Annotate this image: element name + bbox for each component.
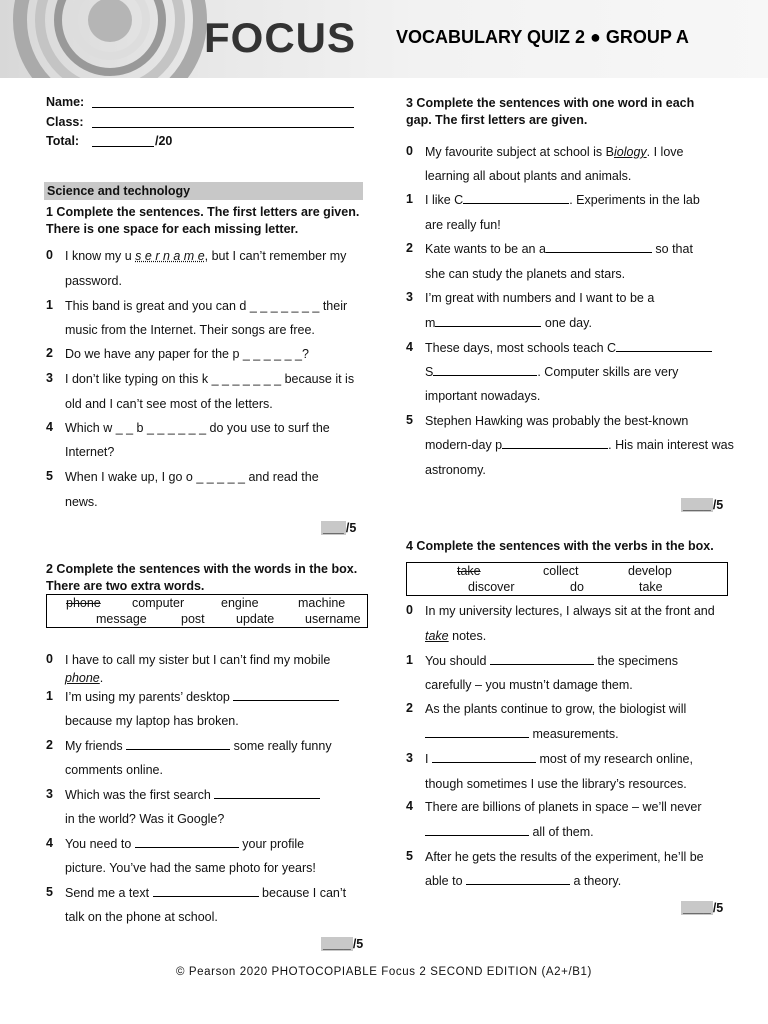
ex1-item-1-cont: music from the Internet. Their songs are free. xyxy=(65,323,315,337)
box-word: develop xyxy=(628,564,672,578)
item-text: Which was the first search xyxy=(65,788,211,802)
ex3-item-5-cont-2: astronomy. xyxy=(425,463,486,477)
ex3-item-3: I’m great with numbers and I want to be a xyxy=(425,291,655,305)
ex4-instruction: 4 Complete the sentences with the verbs in the box. xyxy=(406,539,714,553)
item-text: I xyxy=(425,752,429,766)
section-label: Science and technology xyxy=(47,184,191,198)
score-suffix: /5 xyxy=(712,901,724,915)
page-footer: © Pearson 2020 PHOTOCOPIABLE Focus 2 SECOND EDITION (A2+/B1) xyxy=(176,966,592,978)
item-text: . Computer skills are very xyxy=(537,365,679,379)
ex3-item-1-cont: are really fun! xyxy=(425,218,501,232)
box-word: phone xyxy=(66,596,101,610)
ex3-item-number: 2 xyxy=(406,241,413,255)
ex2-item-number: 1 xyxy=(46,689,53,703)
answer-blank[interactable] xyxy=(490,653,594,665)
item-text: Kate wants to be an a xyxy=(425,242,546,256)
ex2-item-2-cont: comments online. xyxy=(65,763,163,777)
ex4-item-0-cont xyxy=(425,628,486,644)
box-word: collect xyxy=(543,564,579,578)
ex2-item-number: 2 xyxy=(46,738,53,752)
class-field[interactable] xyxy=(92,116,354,128)
answer-blank[interactable] xyxy=(435,315,541,327)
item-text: I like C xyxy=(425,193,464,207)
answer-blank[interactable] xyxy=(425,824,529,836)
brand-logo: FOCUS xyxy=(204,14,356,61)
item-text: You should xyxy=(425,654,487,668)
ex1-item-number: 3 xyxy=(46,371,53,385)
ex4-item-2-cont[interactable] xyxy=(425,726,619,742)
ex2-item-4[interactable] xyxy=(65,836,304,852)
answer-blank[interactable] xyxy=(616,340,712,352)
ex1-item-4[interactable]: Which w _ _ b _ _ _ _ _ _ do you use to surf the xyxy=(65,421,330,435)
box-word: do xyxy=(570,580,584,594)
answer-blank[interactable] xyxy=(214,787,320,799)
box-word: discover xyxy=(468,580,515,594)
ex2-item-number: 0 xyxy=(46,652,53,666)
item-text: , but I can’t remember my xyxy=(204,249,347,263)
ex4-item-1[interactable] xyxy=(425,653,678,669)
ex4-item-4: There are billions of planets in space – we’ll never xyxy=(425,800,702,814)
ex2-item-3-cont: in the world? Was it Google? xyxy=(65,812,225,826)
answer-blank[interactable] xyxy=(233,689,339,701)
answer-blank[interactable] xyxy=(433,364,537,376)
ex4-item-4-cont[interactable] xyxy=(425,824,594,840)
box-word: engine xyxy=(221,596,259,610)
ex1-item-0-cont: password. xyxy=(65,274,122,288)
ex1-item-number: 1 xyxy=(46,298,53,312)
ex3-item-4[interactable] xyxy=(425,340,712,356)
answer-blank[interactable] xyxy=(425,726,529,738)
answer-blank[interactable] xyxy=(546,241,652,253)
ex4-item-number: 5 xyxy=(406,849,413,863)
ex3-item-4-cont[interactable] xyxy=(425,364,678,380)
item-text: most of my research online, xyxy=(539,752,693,766)
ex4-item-3[interactable] xyxy=(425,751,693,767)
ex4-score[interactable]: ____ /5 xyxy=(683,901,724,915)
ex4-item-number: 3 xyxy=(406,751,413,765)
answer-blank[interactable] xyxy=(466,873,570,885)
item-text: one day. xyxy=(544,316,592,330)
item-text: My favourite subject at school is B xyxy=(425,145,614,159)
box-word: machine xyxy=(298,596,346,610)
ex1-item-number: 5 xyxy=(46,469,53,483)
ex4-item-2: As the plants continue to grow, the biologist will xyxy=(425,702,687,716)
item-text: My friends xyxy=(65,739,123,753)
ex1-instruction: 1 Complete the sentences. The first letters are given. xyxy=(46,205,360,219)
ex4-item-0: In my university lectures, I always sit at the front and xyxy=(425,604,715,618)
item-text: You need to xyxy=(65,837,132,851)
box-word: computer xyxy=(132,596,185,610)
example-answer: iology xyxy=(613,145,647,159)
ex1-item-2[interactable]: Do we have any paper for the p _ _ _ _ _ _? xyxy=(65,347,309,361)
item-text: . His main interest was xyxy=(608,438,734,452)
ex2-item-5[interactable] xyxy=(65,885,346,901)
score-suffix: /5 xyxy=(712,498,724,512)
ex2-item-number: 5 xyxy=(46,885,53,899)
ex3-item-number: 1 xyxy=(406,192,413,206)
item-text: measurements. xyxy=(532,727,619,741)
ex3-item-number: 3 xyxy=(406,290,413,304)
ex3-instruction: 3 Complete the sentences with one word in each xyxy=(406,96,695,110)
ex1-item-number: 4 xyxy=(46,420,53,434)
item-text: so that xyxy=(655,242,693,256)
name-field[interactable] xyxy=(92,96,354,108)
ex2-item-3[interactable] xyxy=(65,787,320,803)
ex3-item-2-cont: she can study the planets and stars. xyxy=(425,267,626,281)
ex3-item-number: 4 xyxy=(406,340,413,354)
box-word: message xyxy=(96,612,147,626)
focus-swirl-logo-graphic xyxy=(0,0,230,78)
quiz-title: VOCABULARY QUIZ 2 ● GROUP A xyxy=(396,27,689,47)
answer-blank[interactable] xyxy=(463,192,569,204)
ex1-score[interactable]: ___ /5 xyxy=(323,521,357,535)
ex2-item-0: I have to call my sister but I can’t find my mobile xyxy=(65,653,331,667)
ex3-item-number: 0 xyxy=(406,144,413,158)
total-label: Total: xyxy=(46,134,80,148)
item-text: . I love xyxy=(646,145,684,159)
item-text: a theory. xyxy=(573,874,622,888)
score-suffix: /5 xyxy=(345,521,357,535)
item-text: Send me a text xyxy=(65,886,150,900)
ex4-item-number: 0 xyxy=(406,603,413,617)
ex1-item-0 xyxy=(65,248,346,264)
ex3-item-number: 5 xyxy=(406,413,413,427)
example-answer: s e r n a m e xyxy=(135,249,205,263)
ex1-item-5-cont: news. xyxy=(65,495,98,509)
ex1-item-3[interactable]: I don’t like typing on this k _ _ _ _ _ _ _ because it is xyxy=(65,372,355,386)
item-text: modern-day p xyxy=(425,438,503,452)
ex1-item-5[interactable]: When I wake up, I go o _ _ _ _ _ and read the xyxy=(65,470,319,484)
item-text: m xyxy=(425,316,436,330)
answer-blank[interactable] xyxy=(432,751,536,763)
ex4-item-5: After he gets the results of the experiment, he’ll be xyxy=(425,850,704,864)
ex2-item-5-cont: talk on the phone at school. xyxy=(65,910,218,924)
box-word: take xyxy=(457,564,481,578)
ex2-score[interactable]: ____ /5 xyxy=(323,937,364,951)
item-text: These days, most schools teach C xyxy=(425,341,617,355)
score-suffix: /5 xyxy=(352,937,364,951)
ex3-item-5-cont[interactable] xyxy=(425,437,734,453)
item-text: . xyxy=(99,671,104,685)
ex3-item-0 xyxy=(425,144,683,160)
item-text: because I can’t xyxy=(262,886,347,900)
class-label: Class: xyxy=(46,115,84,129)
ex3-item-4-cont-2: important nowadays. xyxy=(425,389,541,403)
ex1-item-1[interactable]: This band is great and you can d _ _ _ _ _ _ _ their xyxy=(65,299,348,313)
item-text: I’m using my parents’ desktop xyxy=(65,690,230,704)
ex3-item-1[interactable] xyxy=(425,192,700,208)
ex2-item-4-cont: picture. You’ve had the same photo for years! xyxy=(65,861,316,875)
ex3-instruction-2: gap. The first letters are given. xyxy=(406,113,588,127)
example-answer: take xyxy=(425,629,449,643)
ex3-item-2[interactable] xyxy=(425,241,693,257)
box-word: update xyxy=(236,612,275,626)
ex4-item-number: 1 xyxy=(406,653,413,667)
ex2-item-1-cont: because my laptop has broken. xyxy=(65,714,239,728)
answer-blank[interactable] xyxy=(135,836,239,848)
example-answer: phone xyxy=(65,671,100,685)
box-word: username xyxy=(305,612,361,626)
answer-blank[interactable] xyxy=(502,437,608,449)
ex2-item-number: 4 xyxy=(46,836,53,850)
item-text: S xyxy=(425,365,434,379)
ex2-item-2[interactable] xyxy=(65,738,332,754)
ex2-item-0-cont xyxy=(65,670,103,686)
ex4-item-number: 2 xyxy=(406,701,413,715)
ex2-instruction-2: There are two extra words. xyxy=(46,579,205,593)
ex3-item-3-cont[interactable] xyxy=(425,315,592,331)
item-text: all of them. xyxy=(532,825,594,839)
item-text: some really funny xyxy=(233,739,332,753)
box-word: take xyxy=(639,580,663,594)
ex4-item-1-cont: carefully – you mustn’t damage them. xyxy=(425,678,633,692)
answer-blank[interactable] xyxy=(126,738,230,750)
ex3-score[interactable]: ____ /5 xyxy=(683,498,724,512)
item-text: the specimens xyxy=(597,654,678,668)
ex1-item-number: 0 xyxy=(46,248,53,262)
answer-blank[interactable] xyxy=(153,885,259,897)
ex2-item-1[interactable] xyxy=(65,689,339,705)
ex4-item-3-cont: though sometimes I use the library’s resources. xyxy=(425,777,687,791)
ex2-instruction: 2 Complete the sentences with the words in the box. xyxy=(46,562,358,576)
ex3-item-5: Stephen Hawking was probably the best-known xyxy=(425,414,689,428)
ex1-item-4-cont: Internet? xyxy=(65,445,115,459)
ex4-item-5-cont[interactable] xyxy=(425,873,621,889)
ex4-item-number: 4 xyxy=(406,799,413,813)
item-text: your profile xyxy=(242,837,305,851)
ex3-item-0-cont: learning all about plants and animals. xyxy=(425,169,632,183)
ex2-item-number: 3 xyxy=(46,787,53,801)
ex1-item-3-cont: old and I can’t see most of the letters. xyxy=(65,397,273,411)
ex1-item-number: 2 xyxy=(46,346,53,360)
name-label: Name: xyxy=(46,95,85,109)
box-word: post xyxy=(181,612,205,626)
item-text: I know my u xyxy=(65,249,136,263)
page-header xyxy=(0,0,768,78)
item-text: notes. xyxy=(448,629,487,643)
total-suffix: /20 xyxy=(155,134,173,148)
total-field[interactable] xyxy=(92,135,154,147)
item-text: able to xyxy=(425,874,463,888)
ex1-instruction-2: There is one space for each missing letter. xyxy=(46,222,299,236)
item-text: . Experiments in the lab xyxy=(569,193,700,207)
